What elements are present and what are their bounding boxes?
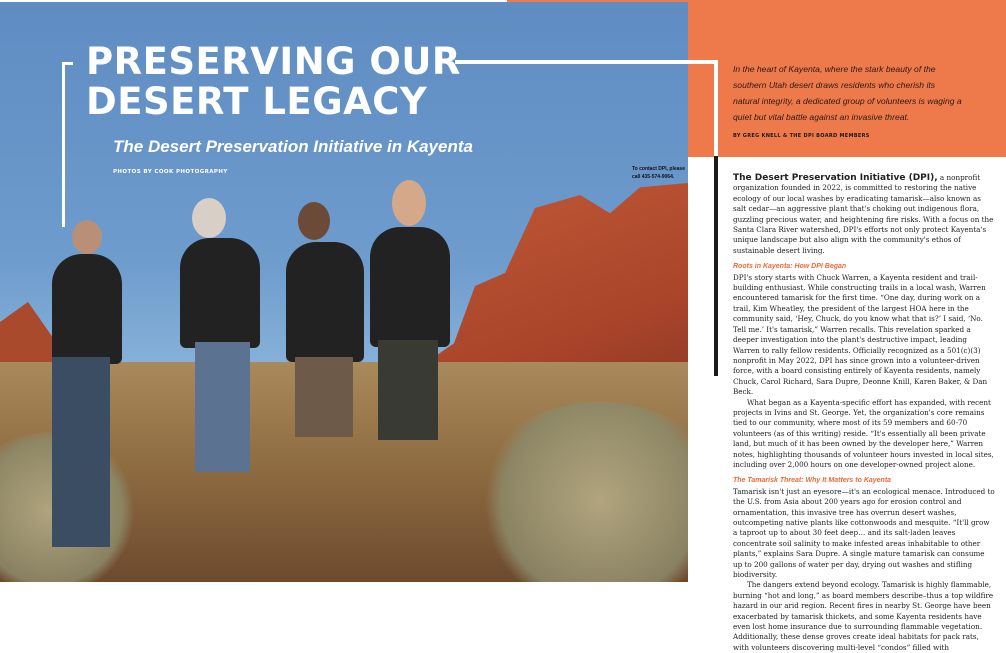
person-head	[392, 180, 426, 226]
person-3-legs	[295, 357, 353, 437]
person-2	[180, 238, 260, 348]
intro-paragraph	[733, 173, 995, 256]
title-line: PRESERVING OUR	[86, 40, 461, 83]
person-3	[286, 242, 364, 362]
byline: BY GREG KNELL & THE DPI BOARD MEMBERS	[733, 133, 870, 139]
paragraph: Tamarisk isn't just an eyesore—it's an ecological menace. Introduced to the U.S. from Asia about 200 years ago for erosion control and ornamentation, this invasive tree has overrun desert washes, outcompeting native plants like cottonwoods and mesquite. “It'll grow a taproot up to about 30 feet deep… and its salt-laden leaves concentrate soil salinity to make infested areas inhabitable to other plants,” explains Sara Dupre. A single mature tamarisk can consume up to 200 gallons of water per day, drying out washes and stifling biodiversity.	[733, 486, 995, 580]
contact-note: To contact DPI, please call 435-574-9064.	[632, 166, 685, 180]
photo-credit: PHOTOS BY COOK PHOTOGRAPHY	[113, 169, 228, 175]
article-subtitle: The Desert Preservation Initiative in Kayenta	[113, 137, 473, 156]
lead-in: The Desert Preservation Initiative (DPI),	[733, 173, 938, 183]
section-heading: Roots in Kayenta: How DPI Began	[733, 263, 847, 271]
frame-line	[62, 62, 65, 227]
article-deck: In the heart of Kayenta, where the stark beauty of the southern Utah desert draws residents who cherish its natural integrity, a dedicated group of volunteers is waging a quiet but vital battle against an invasive threat.	[733, 64, 962, 122]
person-head	[192, 198, 226, 238]
person-2-legs	[195, 342, 250, 472]
frame-line	[714, 156, 718, 376]
person-head	[72, 220, 102, 254]
intro-text: a nonprofit organization founded in 2022, is committed to restoring the native ecology of our local washes by eradicating tamarisk—also known as salt cedar—an aggressive plant that's choking out indigenous flora, guzzling precious water, and heightening fire risks. With a focus on the Santa Clara River watershed, DPI's efforts not only protect Kayenta's unique landscape but also align with the community's ethos of sustainable desert living.	[733, 173, 994, 255]
person-1-legs	[52, 357, 110, 547]
paragraph: What began as a Kayenta-specific effort has expanded, with recent projects in Ivins and St. George. Yet, the organization's core remains tied to our community, where most of its 59 members and 60-70 volunteers (as of this writing) reside. “It's essentially all been private land, but much of it has been owned by the developer here,” Warren notes, highlighting thousands of volunteer hours invested in local sites, including over 2,000 hours on one developer-owned project alone.	[733, 397, 994, 469]
paragraph: The dangers extend beyond ecology. Tamarisk is highly flammable, burning “hot and long,” as board members describe–thus a top wildfire hazard in our arid region. Recent fires in nearby St. George have been exacerbated by tamarisk thickets, and some Kayenta residents have even lost home insurance due to surrounding flammable vegetation. Additionally, these dense groves create ideal habitats for pack rats, with volunteers discovering multi-level “condos” filled with	[733, 580, 994, 652]
person-4-legs	[378, 340, 438, 440]
section-heading: The Tamarisk Threat: Why It Matters to Kayenta	[733, 477, 892, 485]
article-body	[733, 173, 995, 653]
person-head	[298, 202, 330, 240]
paragraph: DPI's story starts with Chuck Warren, a Kayenta resident and trail-building enthusiast. While constructing trails in a local wash, Warren encountered tamarisk for the first time. “One day, during work on a trail, Kim Wheatley, the president of the largest HOA here in the community said, ‘Hey, Chuck, do you know what that is?’ I said, ‘No. Tell me.’ It's tamarisk,” Warren recalls. This revelation sparked a deeper investigation into the plant's destructive impact, leading Warren to rally fellow residents. Officially recognized as a 501(c)(3) nonprofit in May 2022, DPI has since grown into a volunteer-driven force, with a board consisting entirely of Kayenta residents, namely Chuck, Carol Richard, Sara Dupre, Deonne Knill, Karen Baker, & Dan Beck.	[733, 272, 988, 397]
person-1	[52, 254, 122, 364]
frame-line	[714, 60, 718, 156]
title-line: DESERT LEGACY	[86, 80, 428, 123]
article-title	[86, 42, 461, 122]
frame-line	[455, 60, 718, 64]
person-4	[370, 227, 450, 347]
